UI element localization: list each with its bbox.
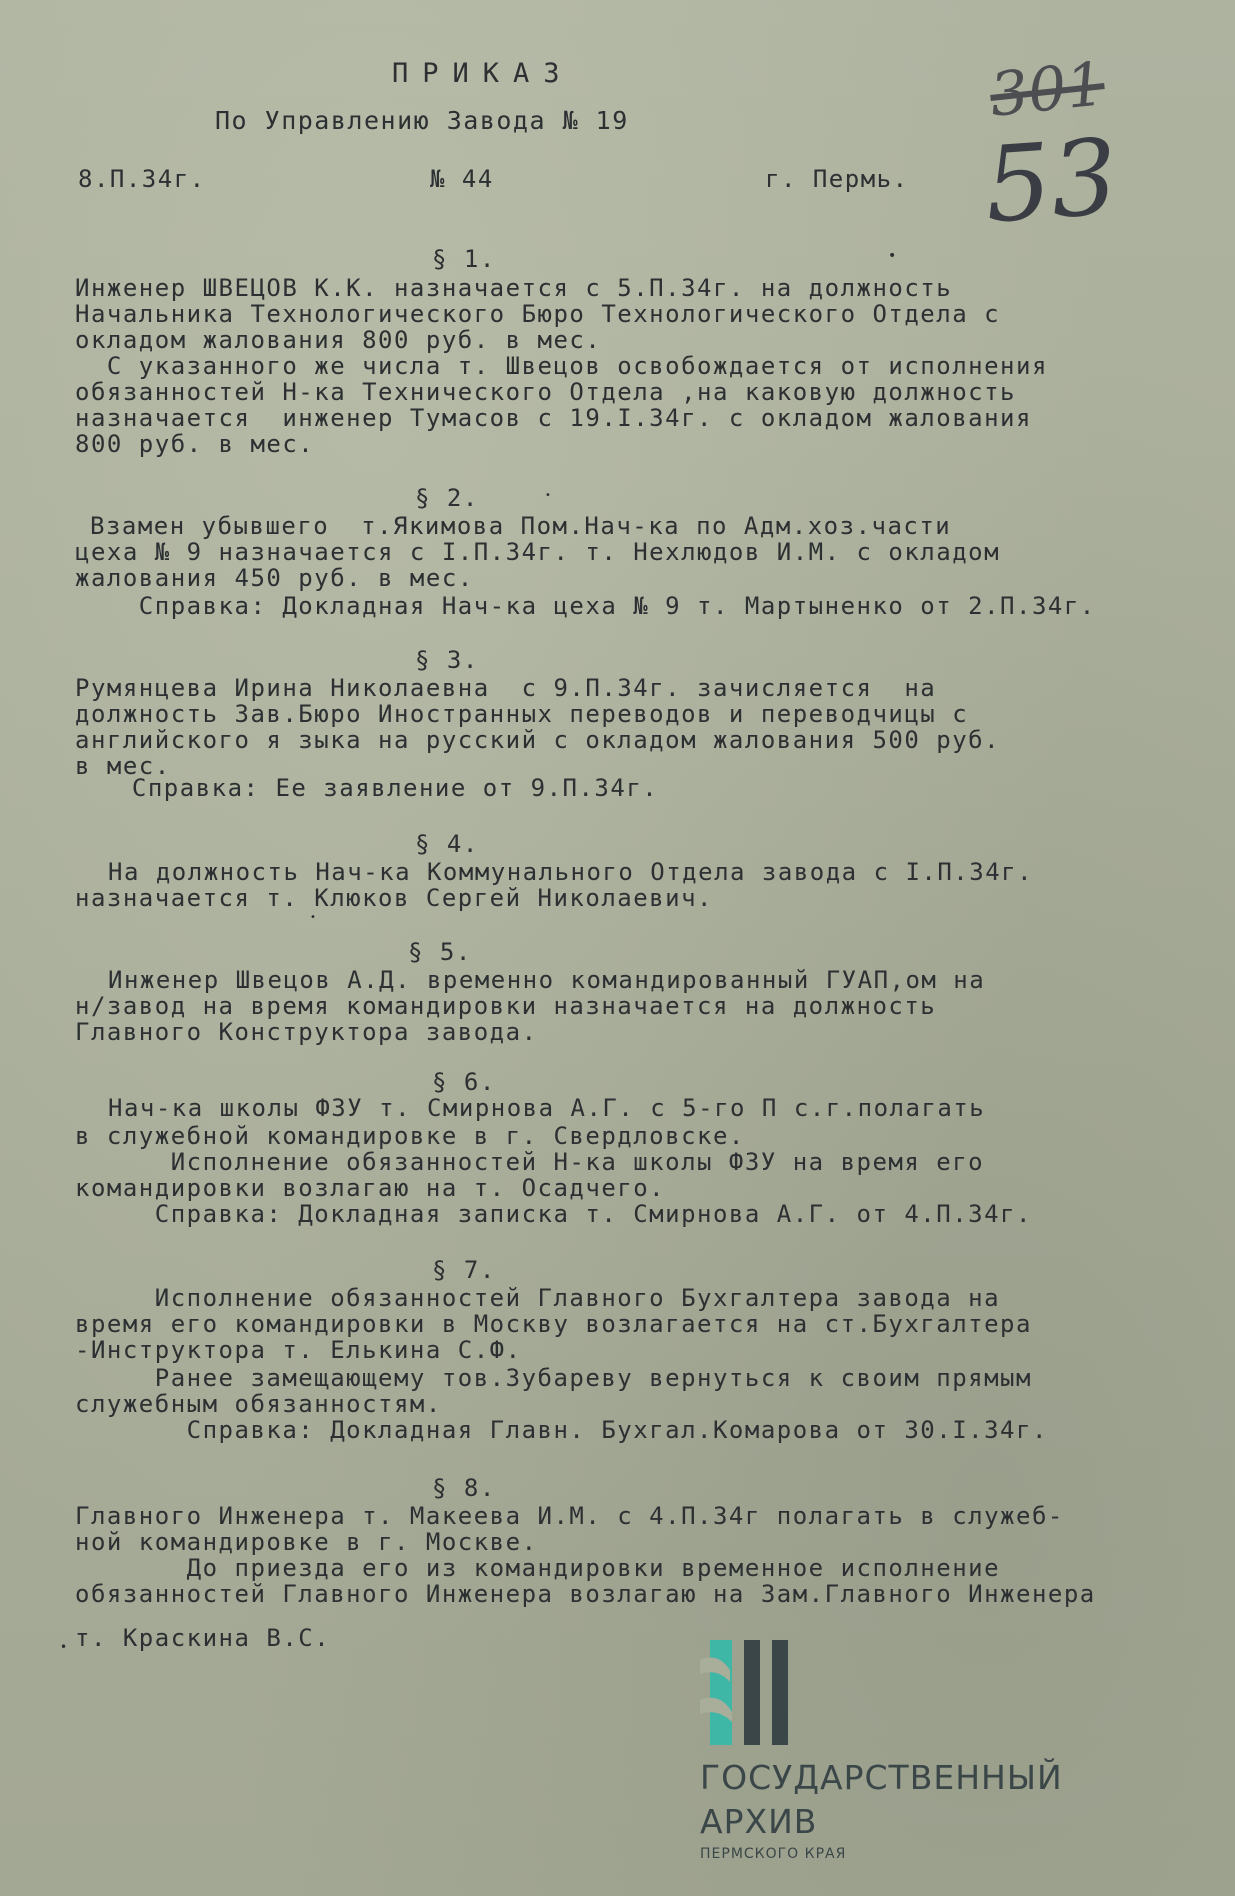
- section-line: -Инструктора т. Елькина С.Ф.: [75, 1336, 522, 1364]
- archive-name-line1: ГОСУДАРСТВЕННЫЙ: [700, 1758, 1063, 1797]
- handwritten-number: 53: [980, 115, 1122, 247]
- ink-dot: •: [888, 248, 897, 264]
- section-line: Главного Инженера т. Макеева И.М. с 4.П.34г полагать в служеб-: [75, 1502, 1064, 1530]
- section-line: Справка: Докладная Нач-ка цеха № 9 т. Мартыненко от 2.П.34г.: [75, 592, 1096, 620]
- section-line: назначается инженер Тумасов с 19.I.34г. с окладом жалования: [75, 404, 1032, 432]
- section-line: служебным обязанностям.: [75, 1390, 442, 1418]
- section-line: 800 руб. в мес.: [75, 430, 315, 458]
- section-line: жалования 450 руб. в мес.: [75, 564, 474, 592]
- section-number: § 4.: [415, 830, 479, 858]
- section-line: На должность Нач-ка Коммунального Отдела завода с I.П.34г.: [108, 858, 1034, 886]
- section-line: английского я зыка на русский с окладом жалования 500 руб.: [75, 726, 1001, 754]
- section-line: должность Зав.Бюро Иностранных переводов и переводчицы с: [75, 700, 969, 728]
- section-line: Инженер ШВЕЦОВ К.К. назначается с 5.П.34г. на должность: [75, 274, 953, 302]
- section-line: командировки возлагаю на т. Осадчего.: [75, 1174, 666, 1202]
- archive-name-line3: ПЕРМСКОГО КРАЯ: [700, 1846, 847, 1862]
- order-date: 8.П.34г.: [78, 165, 206, 193]
- order-number: № 44: [430, 165, 494, 193]
- section-line: т. Краскина В.С.: [75, 1624, 331, 1652]
- archive-name-line2: АРХИВ: [700, 1802, 818, 1841]
- section-line: Румянцева Ирина Николаевна с 9.П.34г. зачисляется на: [75, 674, 937, 702]
- section-line: н/завод на время командировки назначается на должность: [75, 992, 937, 1020]
- section-line: Нач-ка школы ФЗУ т. Смирнова А.Г. с 5-го П с.г.полагать: [108, 1094, 986, 1122]
- section-line: обязанностей Н-ка Технического Отдела ,на каковую должность: [75, 378, 1017, 406]
- section-line: цеха № 9 назначается с I.П.34г. т. Нехлюдов И.М. с окладом: [75, 538, 1001, 566]
- archive-watermark: [700, 1640, 1120, 1870]
- section-line: Главного Конструктора завода.: [75, 1018, 538, 1046]
- ink-dot: •: [60, 1640, 68, 1654]
- section-line: Справка: Докладная записка т. Смирнова А.Г. от 4.П.34г.: [75, 1200, 1032, 1228]
- section-line: Инженер Швецов А.Д. временно командированный ГУАП,ом на: [108, 966, 986, 994]
- section-line: окладом жалования 800 руб. в мес.: [75, 326, 602, 354]
- section-line: Исполнение обязанностей Н-ка школы ФЗУ на время его: [75, 1148, 985, 1176]
- section-line: время его командировки в Москву возлагается на ст.Бухгалтера: [75, 1310, 1032, 1338]
- section-line: Взамен убывшего т.Якимова Пом.Нач-ка по Адм.хоз.части: [90, 512, 952, 540]
- section-line: в мес.: [75, 752, 171, 780]
- section-line: Справка: Ее заявление от 9.П.34г.: [100, 774, 659, 802]
- section-line: в служебной командировке в г. Свердловске.: [75, 1122, 745, 1150]
- section-line: обязанностей Главного Инженера возлагаю на Зам.Главного Инженера: [75, 1580, 1096, 1608]
- section-line: До приезда его из командировки временное исполнение: [75, 1554, 1001, 1582]
- section-line: ной командировке в г. Москве.: [75, 1528, 538, 1556]
- section-line: С указанного же числа т. Швецов освобождается от исполнения: [75, 352, 1048, 380]
- section-line: Ранее замещающему тов.Зубареву вернуться к своим прямым: [75, 1364, 1032, 1392]
- order-city: г. Пермь.: [765, 165, 909, 193]
- ink-dot: •: [310, 912, 316, 923]
- section-number: § 8.: [432, 1474, 496, 1502]
- section-line: назначается т. Клюков Сергей Николаевич.: [75, 884, 713, 912]
- handwritten-old-number: 301: [986, 49, 1108, 131]
- section-number: § 7.: [432, 1256, 496, 1284]
- section-line: Начальника Технологического Бюро Технологического Отдела с: [75, 300, 1001, 328]
- section-number: § 2.: [415, 484, 479, 512]
- archive-logo-icon: [700, 1640, 800, 1750]
- section-line: Исполнение обязанностей Главного Бухгалтера завода на: [75, 1284, 1001, 1312]
- order-subtitle: По Управлению Завода № 19: [215, 106, 629, 135]
- section-number: § 3.: [415, 646, 479, 674]
- order-title: ПРИКАЗ: [392, 58, 574, 89]
- section-number: § 5.: [408, 938, 472, 966]
- ink-dot: •: [545, 490, 551, 501]
- section-line: Справка: Докладная Главн. Бухгал.Комарова от 30.I.34г.: [75, 1416, 1048, 1444]
- section-number: § 1.: [432, 245, 496, 273]
- section-number: § 6.: [432, 1068, 496, 1096]
